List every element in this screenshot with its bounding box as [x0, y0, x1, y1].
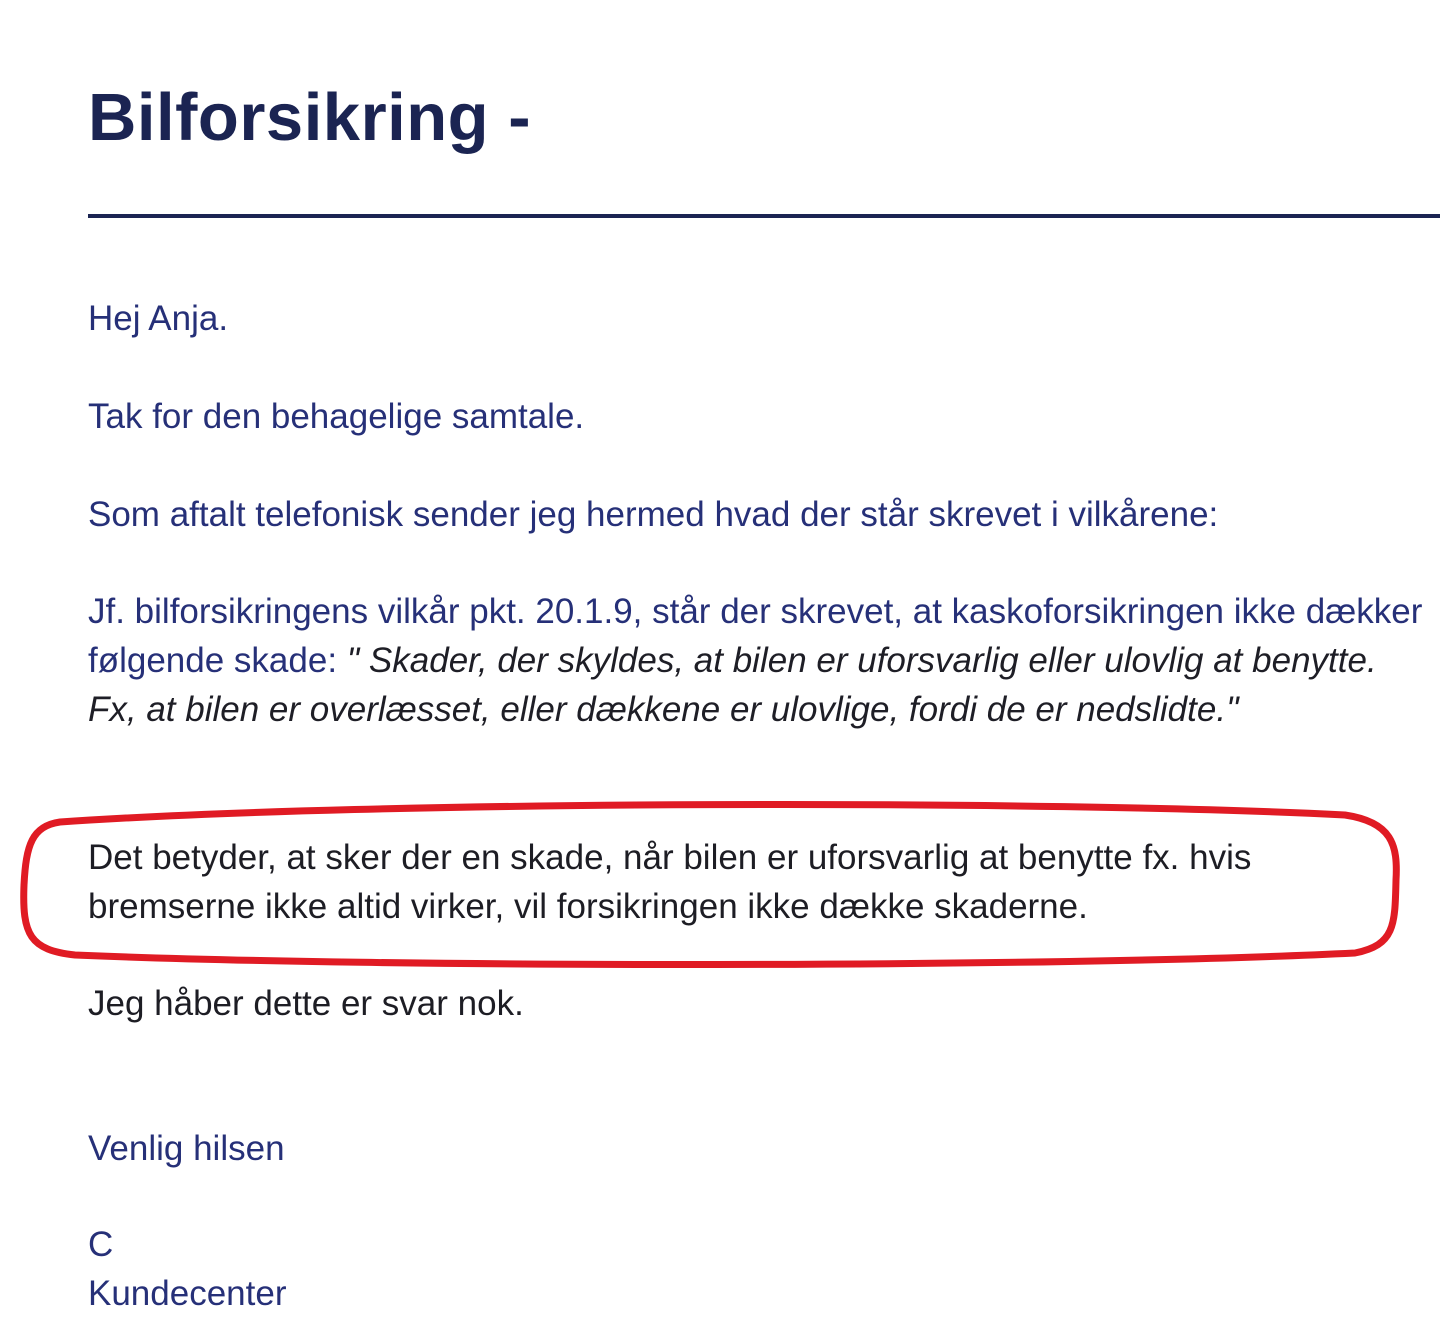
thanks-line: Tak for den behagelige samtale.: [88, 397, 585, 436]
highlighted-paragraph: Det betyder, at sker der en skade, når bilen er uforsvarlig at benytte fx. hvis bremserne ikke altid virker, vil forsikringen ikke dække skaderne.: [88, 838, 1252, 926]
department-name: Kundecenter: [88, 1274, 287, 1313]
greeting: Hej Anja.: [88, 299, 229, 338]
document-title: Bilforsikring -: [88, 80, 532, 155]
terms-paragraph: [88, 587, 1423, 734]
terms-lead: Jf. bilforsikringens vilkår pkt. 20.1.9, står der skrevet, at kaskoforsikringen ikke dækker følgende skade:: [88, 592, 1423, 680]
signature-name: C: [88, 1225, 114, 1264]
sign-off: Venlig hilsen: [88, 1129, 285, 1168]
terms-quote: " Skader, der skyldes, at bilen er uforsvarlig eller ulovlig at benytte. Fx, at bilen er overlæsset, eller dækkene er ulovlige, fordi de er nedslidte.": [88, 641, 1377, 729]
closing-note: Jeg håber dette er svar nok.: [88, 984, 524, 1023]
title-divider: [88, 214, 1440, 218]
intro-line: Som aftalt telefonisk sender jeg hermed hvad der står skrevet i vilkårene:: [88, 495, 1219, 534]
